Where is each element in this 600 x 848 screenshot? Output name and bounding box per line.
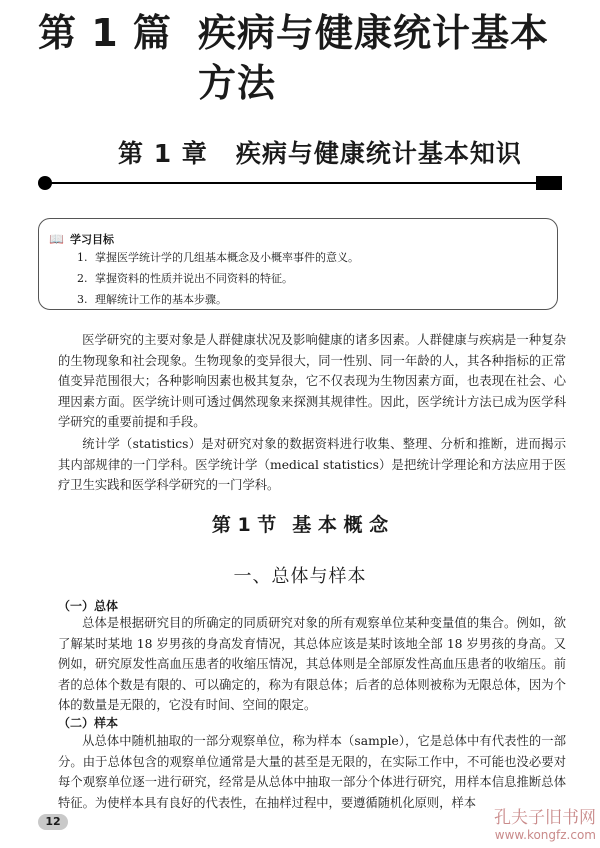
objective-item (77, 247, 359, 268)
chapter-number: 第 1 章 (118, 139, 208, 168)
watermark-url: www.kongfz.com (494, 828, 596, 842)
intro-text-1: 医学研究的主要对象是人群健康状况及影响健康的诸多因素。人群健康与疾病是一种复杂的生物现象和社会现象。生物现象的变异很大，同一性别、同一年龄的人，其各种指标的正常值变异范围很大；各种影响因素也极其复杂，它不仅表现为生物因素方面，也表现在社会、心理因素方面。医学统计则可透过偶然现象来探测其规律性。因此，医学统计方法已成为医学科学研究的重要前提和手段。 (58, 333, 566, 429)
intro-paragraph-2 (58, 434, 566, 496)
chapter-rule (38, 176, 562, 190)
objective-item (77, 289, 359, 310)
part-title-line2: 方法 (198, 61, 277, 105)
objective-text: 理解统计工作的基本步骤。 (95, 293, 227, 306)
part-number: 第 1 篇 (38, 11, 172, 55)
rule-bar (536, 176, 562, 190)
population-heading: （一）总体 (58, 599, 119, 613)
chapter-title-text: 疾病与健康统计基本知识 (235, 139, 522, 168)
section-title-text: 基 本 概 念 (292, 514, 389, 536)
page-number: 12 (38, 814, 68, 830)
rule-dot (38, 176, 52, 190)
sample-text: 从总体中随机抽取的一部分观察单位，称为样本（sample），它是总体中有代表性的一部分。由于总体包含的观察单位通常是大量的甚至是无限的，在实际工作中，不可能也没必要对每个观察单位逐一进行研究，经常是从总体中抽取一部分个体进行研究，用样本信息推断总体特征。为使样本具有良好的代表性，在抽样过程中，要遵循随机化原则，样本 (58, 734, 566, 810)
part-title (38, 8, 578, 108)
objectives-heading-text: 学习目标 (69, 233, 114, 246)
section-title (0, 510, 600, 537)
rule-line (46, 182, 556, 184)
objective-number: 1. (77, 251, 88, 264)
section-number: 第 1 节 (211, 514, 277, 536)
objective-number: 3. (77, 293, 88, 306)
objective-item (77, 268, 359, 289)
objectives-list (77, 247, 359, 310)
subsection-title: 一、总体与样本 (233, 566, 367, 587)
intro-text-2: 统计学（statistics）是对研究对象的数据资料进行收集、整理、分析和推断，进而揭示其内部规律的一门学科。医学统计学（medical statistics）是把统计学理论和方法应用于医疗卫生实践和医学科学研究的一门学科。 (58, 437, 566, 492)
watermark (460, 808, 596, 842)
watermark-mark: 孔夫子旧书网 (494, 808, 596, 828)
population-text: 总体是根据研究目的所确定的同质研究对象的所有观察单位某种变量值的集合。例如，欲了解某时某地 18 岁男孩的身高发育情况，其总体应该是某时该地全部 18 岁男孩的身高。又例如，研究原发性高血压患者的收缩压情况，其总体则是全部原发性高血压患者的收缩压。前者的总体个数是有限的、可以确定的，称为有限总体；后者的总体则被称为无限总体，因为个体的数量是无限的，它没有时间、空间的限定。 (58, 616, 566, 712)
objectives-heading (49, 231, 114, 247)
book-icon: 📖 (49, 232, 64, 246)
intro-paragraph-1 (58, 330, 566, 433)
learning-objectives-box (38, 218, 558, 310)
objective-text: 掌握医学统计学的几组基本概念及小概率事件的意义。 (95, 251, 359, 264)
sample-heading: （二）样本 (58, 716, 119, 730)
objective-text: 掌握资料的性质并说出不同资料的特征。 (95, 272, 293, 285)
population-paragraph (58, 613, 566, 716)
objective-number: 2. (77, 272, 88, 285)
chapter-title (118, 138, 522, 170)
sample-paragraph (58, 731, 566, 813)
part-title-line1: 疾病与健康统计基本 (198, 11, 550, 55)
